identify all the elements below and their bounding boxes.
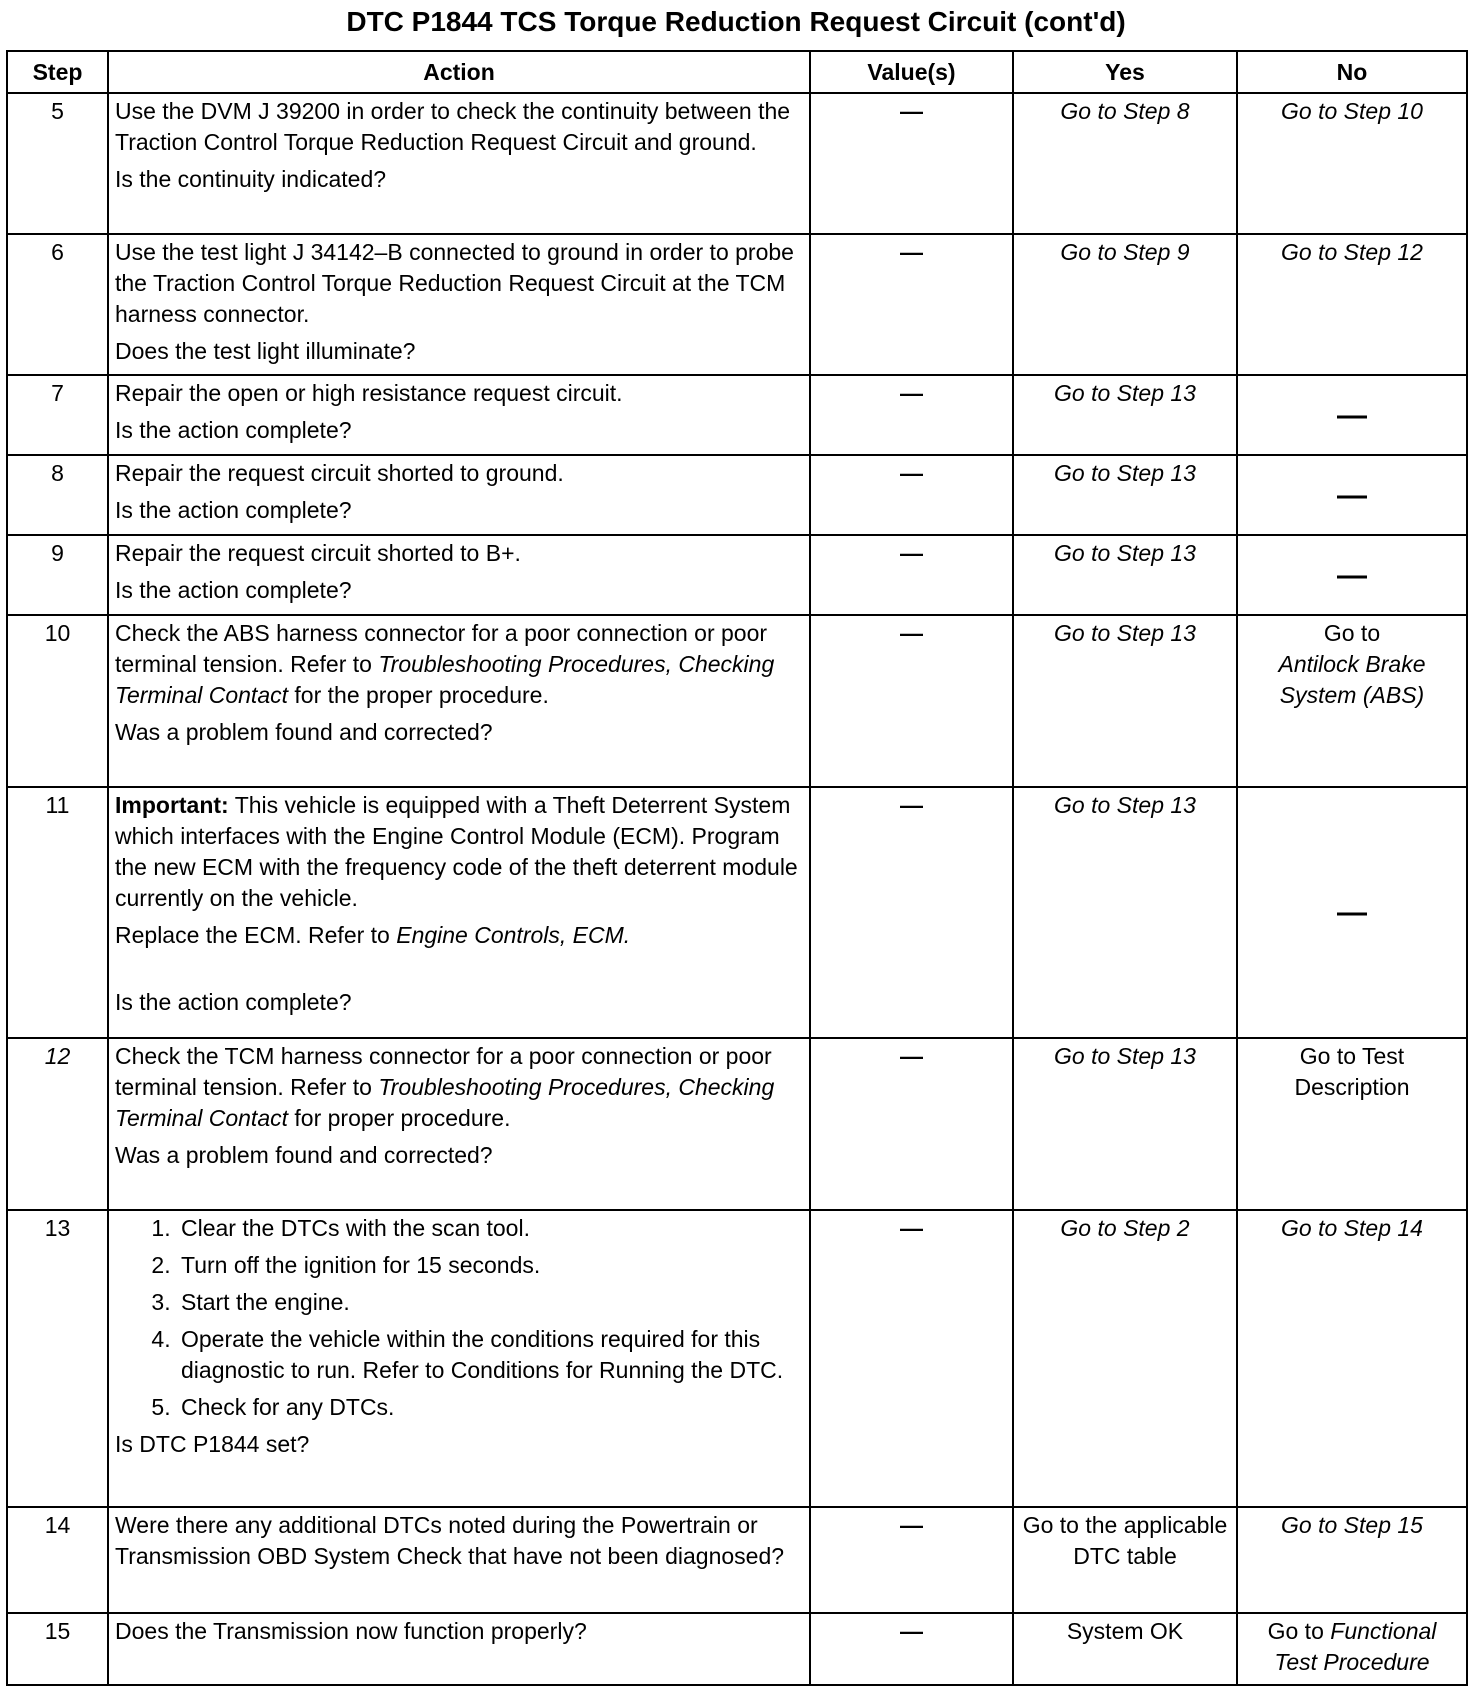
yes-cell: Go to Step 13	[1013, 787, 1237, 1038]
action-question: Is DTC P1844 set?	[115, 1431, 310, 1457]
table-row	[7, 455, 1467, 535]
no-cell-pre: Go to	[1323, 620, 1381, 646]
table-row	[7, 1038, 1467, 1210]
action-cell	[108, 1613, 810, 1685]
no-cell: Go to Step 14	[1237, 1210, 1467, 1507]
procedure-list	[115, 1213, 803, 1423]
action-cell	[108, 1507, 810, 1613]
step-number: 11	[7, 787, 108, 1038]
action-text	[115, 920, 803, 951]
no-cell: Go to Step 12	[1237, 234, 1467, 375]
yes-cell: Go to Step 13	[1013, 535, 1237, 615]
table-row	[7, 1613, 1467, 1685]
value-cell: —	[810, 234, 1013, 375]
table-row	[7, 93, 1467, 234]
no-cell: Go to Test Description	[1237, 1038, 1467, 1210]
yes-cell: Go to Step 13	[1013, 1038, 1237, 1210]
action-question: Is the continuity indicated?	[115, 166, 387, 192]
action-cell	[108, 234, 810, 375]
header-row	[7, 51, 1467, 93]
action-text-post: for proper procedure.	[288, 1105, 511, 1131]
step-number: 8	[7, 455, 108, 535]
action-cell	[108, 535, 810, 615]
step-number: 12	[7, 1038, 108, 1210]
value-cell: —	[810, 375, 1013, 455]
list-item: 4. Operate the vehicle within the conditions required for this diagnostic to run. Refer to Conditions for Running the DTC.	[177, 1324, 803, 1386]
header-no: No	[1237, 51, 1467, 93]
no-cell: —	[1237, 455, 1467, 535]
step-number: 9	[7, 535, 108, 615]
yes-cell: Go to the applicable DTC table	[1013, 1507, 1237, 1613]
action-text: Repair the request circuit shorted to ground.	[115, 460, 564, 486]
action-text: Repair the open or high resistance request circuit.	[115, 380, 623, 406]
action-question: Was a problem found and corrected?	[115, 719, 493, 745]
value-cell: —	[810, 1613, 1013, 1685]
action-text	[115, 618, 803, 711]
yes-cell: System OK	[1013, 1613, 1237, 1685]
action-question: Is the action complete?	[115, 577, 352, 603]
action-text: Does the Transmission now function properly?	[115, 1618, 587, 1644]
yes-cell: Go to Step 13	[1013, 375, 1237, 455]
reference-link[interactable]: Antilock Brake System (ABS)	[1278, 651, 1426, 708]
step-number: 5	[7, 93, 108, 234]
yes-cell: Go to Step 9	[1013, 234, 1237, 375]
list-item: 2. Turn off the ignition for 15 seconds.	[177, 1250, 803, 1281]
table-row	[7, 375, 1467, 455]
value-cell: —	[810, 615, 1013, 787]
step-number: 14	[7, 1507, 108, 1613]
action-question: Was a problem found and corrected?	[115, 1142, 493, 1168]
no-cell: —	[1237, 535, 1467, 615]
action-cell	[108, 375, 810, 455]
action-text: Were there any additional DTCs noted during the Powertrain or Transmission OBD System Check that have not been diagnosed?	[115, 1512, 785, 1569]
reference-link[interactable]: Engine Controls, ECM.	[396, 922, 631, 948]
yes-cell: Go to Step 13	[1013, 615, 1237, 787]
action-text-post: for the proper procedure.	[288, 682, 549, 708]
step-number: 7	[7, 375, 108, 455]
page-title: DTC P1844 TCS Torque Reduction Request Circuit (cont'd)	[346, 6, 1126, 37]
action-question: Does the test light illuminate?	[115, 338, 416, 364]
yes-cell: Go to Step 8	[1013, 93, 1237, 234]
no-cell: Go to Step 15	[1237, 1507, 1467, 1613]
step-number: 6	[7, 234, 108, 375]
action-cell	[108, 1210, 810, 1507]
no-cell: Go to Step 10	[1237, 93, 1467, 234]
table-row	[7, 234, 1467, 375]
list-item: 1. Clear the DTCs with the scan tool.	[177, 1213, 803, 1244]
step-number: 13	[7, 1210, 108, 1507]
yes-cell: Go to Step 13	[1013, 455, 1237, 535]
table-row	[7, 1507, 1467, 1613]
step-number: 15	[7, 1613, 108, 1685]
action-question: Is the action complete?	[115, 497, 352, 523]
table-row	[7, 535, 1467, 615]
table-row	[7, 615, 1467, 787]
reference-link[interactable]: Functional Test Procedure	[1274, 1618, 1437, 1675]
action-cell	[108, 455, 810, 535]
action-text-pre: Replace the ECM. Refer to	[115, 922, 397, 948]
action-cell	[108, 93, 810, 234]
reference-link[interactable]: Troubleshooting Procedures, Checking Terminal Contact	[115, 1074, 775, 1131]
header-values: Value(s)	[810, 51, 1013, 93]
action-question: Is the action complete?	[115, 989, 352, 1015]
table-row	[7, 787, 1467, 1038]
important-text: This vehicle is equipped with a Theft Deterrent System which interfaces with the Engine Control Module (ECM). Program the new ECM with the frequency code of the theft deterrent module currently on the vehicle.	[115, 792, 798, 911]
header-step: Step	[7, 51, 108, 93]
action-text: Use the DVM J 39200 in order to check the continuity between the Traction Control Torque Reduction Request Circuit and ground.	[115, 98, 791, 155]
header-action: Action	[108, 51, 810, 93]
action-text	[115, 1041, 803, 1134]
value-cell: —	[810, 1507, 1013, 1613]
no-cell-pre: Go to	[1267, 1618, 1331, 1644]
diagnostic-table	[6, 50, 1468, 1686]
list-item: 5. Check for any DTCs.	[177, 1392, 803, 1423]
no-cell: —	[1237, 787, 1467, 1038]
no-cell	[1237, 1613, 1467, 1685]
list-item: 3. Start the engine.	[177, 1287, 803, 1318]
header-yes: Yes	[1013, 51, 1237, 93]
action-cell	[108, 615, 810, 787]
action-text: Repair the request circuit shorted to B+.	[115, 540, 521, 566]
step-number: 10	[7, 615, 108, 787]
action-cell	[108, 787, 810, 1038]
action-text-pre: Check the ABS harness connector for a poor connection or poor terminal tension. Refer to	[115, 620, 768, 677]
table-row	[7, 1210, 1467, 1507]
value-cell: —	[810, 1210, 1013, 1507]
value-cell: —	[810, 1038, 1013, 1210]
yes-cell: Go to Step 2	[1013, 1210, 1237, 1507]
value-cell: —	[810, 535, 1013, 615]
value-cell: —	[810, 455, 1013, 535]
action-text: Use the test light J 34142–B connected to ground in order to probe the Traction Control Torque Reduction Request Circuit at the TCM harness connector.	[115, 239, 794, 327]
action-question: Is the action complete?	[115, 417, 352, 443]
action-text-pre: Check the TCM harness connector for a poor connection or poor terminal tension. Refer to	[115, 1043, 772, 1100]
reference-link[interactable]: Troubleshooting Procedures, Checking Terminal Contact	[115, 651, 775, 708]
no-cell	[1237, 615, 1467, 787]
value-cell: —	[810, 93, 1013, 234]
value-cell: —	[810, 787, 1013, 1038]
important-label: Important:	[115, 792, 229, 818]
no-cell: —	[1237, 375, 1467, 455]
action-cell	[108, 1038, 810, 1210]
important-note	[115, 790, 803, 914]
